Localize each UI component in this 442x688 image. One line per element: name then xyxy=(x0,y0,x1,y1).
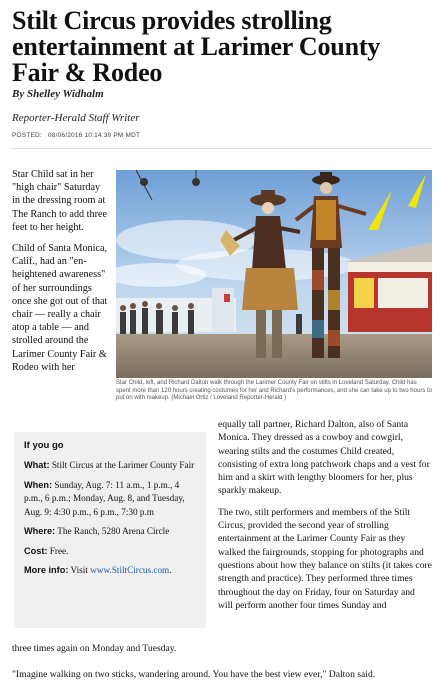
info-when xyxy=(24,479,196,520)
stilt-circus-link[interactable]: www.StiltCircus.com xyxy=(90,565,170,575)
byline: By Shelley Widhalm xyxy=(12,88,104,100)
posted-date: 08/06/2016 10:14:39 PM MDT xyxy=(47,132,141,139)
info-what-value: Stilt Circus at the Larimer County Fair xyxy=(51,460,195,470)
body-paragraph-continued: three times again on Monday and Tuesday. xyxy=(12,643,177,654)
article-photo[interactable] xyxy=(116,170,432,378)
info-cost-label: Cost: xyxy=(24,545,48,556)
article-headline: Stilt Circus provides strolling entertainment at Larimer County Fair & Rodeo xyxy=(12,6,381,87)
info-where-value: The Ranch, 5280 Arena Circle xyxy=(57,526,170,536)
body-paragraph-1: equally tall partner, Richard Dalton, also of Santa Monica. They dressed as a cowboy and cowgirl, wearing stilts and the costumes Child created, consisting of extra long patchwork chaps and a vest for him and a skirt with lengthy bloomers for her, plus sparkly makeup. xyxy=(218,419,430,497)
body-quote-paragraph: "Imagine walking on two sticks, wandering around. You have the best view ever," Dalton said. xyxy=(12,669,376,680)
info-what-label: What: xyxy=(24,460,50,470)
info-more-suffix: . xyxy=(169,565,172,575)
lede-paragraph-2: Child of Santa Monica, Calif., had an "en-heightened awareness" of her surroundings once she got out of that chair — really a chair atop a table — and strolled around the Larimer County Fair & Rodeo with her xyxy=(12,243,108,373)
lede-paragraph-1: Star Child sat in her "high chair" Saturday in the dressing room at The Ranch to add three feet to her height. xyxy=(12,169,108,233)
info-box-title: If you go xyxy=(24,440,64,451)
info-when-label: When: xyxy=(24,479,53,490)
event-info-box xyxy=(14,432,206,628)
author-role: Reporter-Herald Staff Writer xyxy=(12,112,140,124)
stilt-walkers-photo xyxy=(116,170,432,378)
info-what xyxy=(24,459,196,473)
body-column-right xyxy=(218,418,432,620)
info-where-label: Where: xyxy=(24,526,56,536)
info-more-prefix: Visit xyxy=(70,565,88,575)
info-cost xyxy=(24,545,196,559)
info-when-value: Sunday, Aug. 7: 11 a.m., 1 p.m., 4 p.m., 6 p.m.; Monday, Aug. 8, and Tuesday, Aug. 9: 4:30 p.m., 6 p.m., 7:30 p.m xyxy=(24,479,185,517)
info-more xyxy=(24,564,196,578)
photo-caption: Star Child, left, and Richard Dalton walk through the Larimer County Fair on stilts in Loveland Saturday. Child has spent more than 120 hours creating costumes for her and Richard's performances, and she can take up to two hours to put on with makeup. (Michael Ortiz / Loveland Reporter-Herald ) xyxy=(116,380,432,402)
info-cost-value: Free. xyxy=(49,545,69,556)
body-paragraph-2: The two, stilt performers and members of the Stilt Circus, provided the second year of strolling entertainment at the Larimer County Fair as they walked the fairgrounds, stopping for photographs and questions about how they balance on stilts (it takes core strength and practice). They performed three times throughout the day on Friday, four on Saturday and will perform another four times Sunday and xyxy=(218,506,432,611)
info-where xyxy=(24,525,196,539)
header-divider xyxy=(12,148,432,149)
posted-timestamp xyxy=(12,132,140,139)
posted-label: POSTED: xyxy=(12,132,42,139)
info-more-label: More info: xyxy=(24,565,69,575)
lede-column xyxy=(12,168,110,382)
